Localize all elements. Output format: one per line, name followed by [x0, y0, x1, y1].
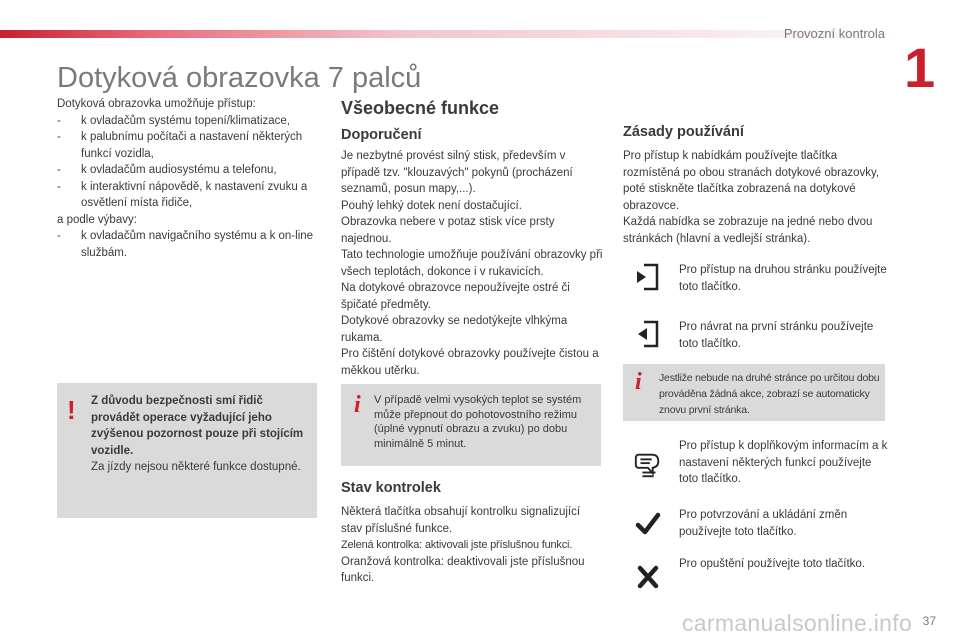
general-functions-column: [341, 96, 603, 379]
recommendations-heading: Doporučení: [341, 127, 422, 143]
checkmark-icon: [632, 509, 664, 539]
top-accent-bar: [0, 30, 900, 38]
more-info-text: Pro přístup k doplňkovým informacím a k nastavení některých funkcí používejte toto tlačítko.: [679, 440, 888, 485]
close-icon: [632, 562, 664, 592]
list-item: - k interaktivní nápovědě, k nastavení zvuku a osvětlení místa řidiče,: [57, 180, 308, 209]
intro-text: Dotyková obrazovka umožňuje přístup:: [57, 98, 256, 110]
status-heading: Stav kontrolek: [341, 480, 441, 496]
more-info-icon: [632, 450, 664, 480]
info-icon: i: [354, 392, 361, 418]
intro-column: [57, 96, 322, 261]
status-section: Stav kontrolek Některá tlačítka obsahují kontrolku signalizující stav příslušné funkce. Zelená kontrolka: aktivovali jste příslušnou funkci. Oranžová kontrolka: deaktivovali jste příslušnou funkci.: [341, 480, 603, 587]
page-number: 37: [922, 614, 936, 628]
confirm-text: Pro potvrzování a ukládání změn používejte toto tlačítko.: [679, 509, 848, 538]
previous-page-icon: [632, 319, 664, 349]
next-page-text: Pro přístup na druhou stránku používejte toto tlačítko.: [679, 264, 887, 293]
warning-bold-text: Z důvodu bezpečnosti smí řidič provádět operace vyžadující jeho zvýšenou pozornost pouze při stojícím vozidle.: [91, 395, 304, 457]
warning-text: Za jízdy nejsou některé funkce dostupné.: [91, 461, 301, 473]
section-title: Provozní kontrola: [783, 26, 885, 41]
page-return-info-text: Jestliže nebude na druhé stránce po určitou dobu prováděna žádná akce, zobrazí se automaticky znovu první stránka.: [659, 372, 880, 416]
page-title: Dotyková obrazovka 7 palců: [57, 62, 422, 94]
chapter-number: 1: [904, 36, 936, 99]
usage-heading: Zásady používání: [623, 124, 744, 140]
usage-column: [623, 124, 885, 247]
recommendations-text: Je nezbytné provést silný stisk, především v případě tzv. "klouzavých" pokynů (procházení seznamů, posun mapy,...). Pouhý lehký dotek není dostačující. Obrazovka nebere v potaz stisk více prsty najednou. Tato technologie umožňuje používání obrazovky při všech teplotách, dokonce i v rukavicích. Na dotykové obrazovce nepoužívejte ostré či špičaté předměty. Dotykové obrazovky se nedotýkejte vlhkýma rukama. Pro čištění dotykové obrazovky používejte čistou a měkkou utěrku.: [341, 150, 603, 377]
page-return-info-box: [623, 364, 885, 421]
info-icon: i: [635, 369, 642, 395]
list-item: - k palubnímu počítači a nastavení některých funkcí vozidla,: [57, 131, 303, 160]
temperature-info-box: [341, 384, 601, 466]
watermark: carmanualsonline.info: [682, 610, 913, 636]
usage-text: Pro přístup k nabídkám používejte tlačítka rozmístěná po obou stranách dotykové obrazovky, poté stiskněte tlačítka zobrazená na dotykové obrazovce. Každá nabídka se zobrazuje na jedné nebo dvou stránkách (hlavní a vedlejší stránka).: [623, 150, 880, 245]
quit-text: Pro opuštění používejte toto tlačítko.: [679, 558, 866, 570]
prev-page-text: Pro návrat na první stránku používejte toto tlačítko.: [679, 321, 874, 350]
list-item: - k ovladačům navigačního systému a k on-line službám.: [57, 230, 314, 259]
safety-warning-box: [57, 383, 317, 518]
equipment-note: a podle výbavy:: [57, 213, 137, 226]
list-item: - k ovladačům systému topení/klimatizace,: [57, 114, 291, 127]
general-functions-heading: Všeobecné funkce: [341, 98, 500, 118]
next-page-icon: [632, 262, 664, 292]
warning-icon: !: [67, 395, 76, 425]
temperature-info-text: V případě velmi vysokých teplot se systém může přepnout do pohotovostního režimu (úplné vypnutí obrazu a zvuku) po dobu minimálně 5 minut.: [374, 394, 582, 450]
list-item: - k ovladačům audiosystému a telefonu,: [57, 164, 277, 176]
